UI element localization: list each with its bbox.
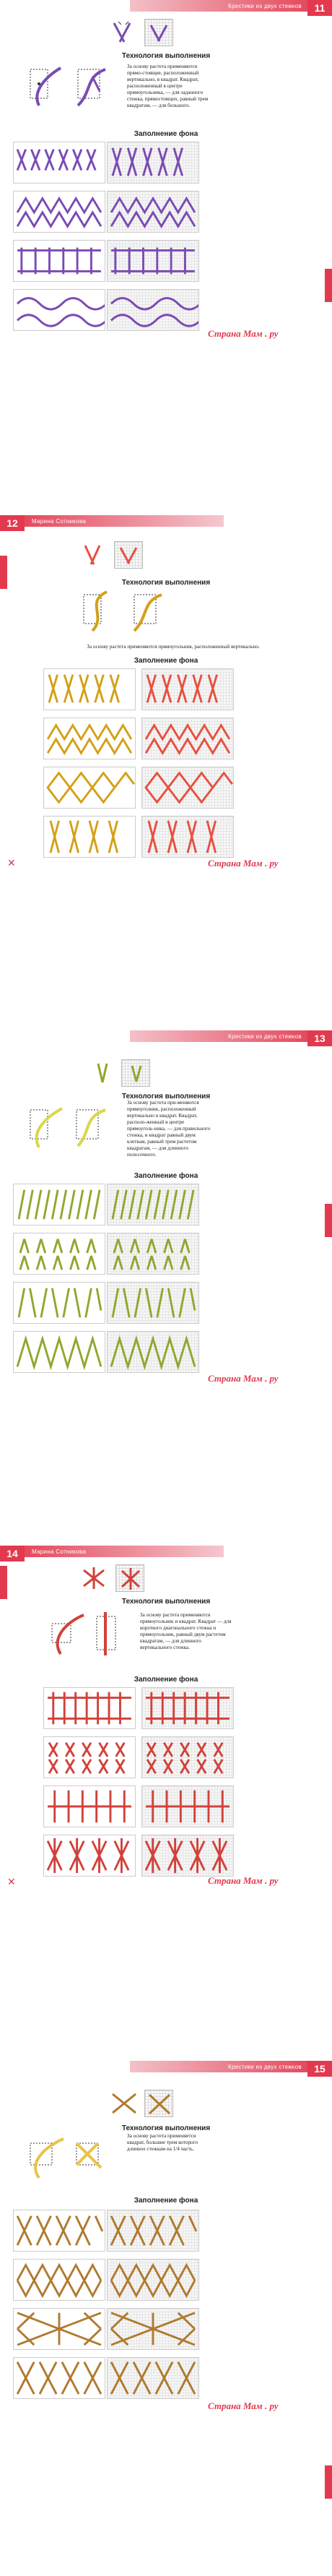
fill-sample-1 (107, 2210, 199, 2252)
fill-sample-4 (141, 816, 234, 858)
page-number: 13 (307, 1030, 332, 1046)
fill-sample-2 (141, 1736, 234, 1778)
technique-description: За основу растета применяются прямо-стоящие, расположенный вертикально, в квадрат. Квадрат, расположенный в центре прямоугольника, — для заданного стежка, прямостоящих, равный трем квадратам, — для большого. (127, 64, 209, 108)
technique-figure-a (46, 1609, 88, 1661)
page-header (0, 1546, 224, 1557)
page-number: 12 (0, 515, 25, 531)
page-header (130, 1030, 332, 1042)
fill-pattern-1 (13, 1184, 105, 1225)
technique-description: За основу растета применяется квадрат, большие трем которого длинное стежкам на 1/4 часть. (127, 2133, 198, 2152)
fill-sample-3 (107, 1282, 199, 1324)
fill-pattern-1 (43, 668, 136, 710)
technique-figure-a (25, 62, 66, 114)
fill-heading: Заполнение фона (134, 130, 198, 138)
fill-pattern-3 (13, 1282, 105, 1324)
header-text: Марина Сотникова (32, 517, 87, 525)
stitch-sample-thumb (121, 1059, 150, 1087)
stitch-diagram-icon (87, 1059, 118, 1087)
technique-figure-a (25, 2133, 66, 2185)
technique-description: За основу растета применяются прямоугольник и квадрат. Квадрат — для короткого диагонального стежка и прямоугольник, равный двум растетом квадратам, — для длинного вертикального стежка. (140, 1612, 232, 1650)
technique-figure-a (78, 587, 120, 639)
fill-heading: Заполнение фона (134, 1172, 198, 1180)
page-15 (0, 2061, 332, 2576)
page-number: 15 (307, 2061, 332, 2077)
header-text: Крестики из двух стежков (228, 2, 302, 9)
fill-pattern-4 (13, 1331, 105, 1373)
fill-pattern-4 (43, 1835, 136, 1877)
fill-sample-2 (107, 2259, 199, 2301)
fill-pattern-3 (43, 767, 136, 809)
fill-sample-3 (141, 1785, 234, 1827)
technique-figure-b (89, 1609, 131, 1661)
fill-heading: Заполнение фона (134, 1676, 198, 1684)
technique-description: За основу растета при-меняются прямоуголник, расположенный вертикально в квадрат. Квадрат, располо-женный в центре прямоуголь-ника, — для правильного стежка, и квадрат равный двум клеткам, равный трем растетом квадратам, — для длинного полосочного. (127, 1100, 211, 1158)
edge-tab (325, 2465, 332, 2499)
fill-pattern-3 (13, 2308, 105, 2350)
fill-pattern-3 (43, 1785, 136, 1827)
fill-sample-1 (107, 142, 199, 184)
fill-pattern-2 (43, 1736, 136, 1778)
fill-pattern-3 (13, 240, 105, 282)
watermark: Страна Мам . ру (208, 858, 279, 869)
page-12 (0, 515, 332, 1030)
fill-pattern-2 (13, 2259, 105, 2301)
page-number: 11 (307, 0, 332, 16)
fill-pattern-4 (43, 816, 136, 858)
watermark: Страна Мам . ру (208, 2400, 279, 2411)
page-header (0, 515, 224, 527)
stitch-sample-thumb (114, 541, 143, 569)
fill-sample-3 (107, 2308, 199, 2350)
technique-figure-b (71, 62, 113, 114)
technique-figure-b (69, 1103, 111, 1155)
page-header (130, 2061, 332, 2072)
header-text: Марина Сотникова (32, 1548, 87, 1555)
close-icon[interactable]: ✕ (7, 1877, 16, 1888)
stitch-diagram-icon (108, 19, 140, 46)
technique-description: За основу растета применяются прямоугольник, расположенный вертикально. (87, 644, 260, 650)
fill-sample-3 (107, 240, 199, 282)
fill-pattern-2 (43, 718, 136, 759)
stitch-sample-thumb (144, 19, 173, 46)
fill-sample-2 (141, 718, 234, 759)
edge-tab (0, 1566, 7, 1599)
stitch-sample-thumb (115, 1564, 144, 1592)
fill-pattern-2 (13, 1233, 105, 1275)
edge-tab (325, 269, 332, 302)
fill-pattern-1 (13, 2210, 105, 2252)
technique-figure-b (69, 2133, 111, 2185)
page-14 (0, 1546, 332, 2061)
fill-pattern-4 (13, 2357, 105, 2399)
fill-pattern-4 (13, 289, 105, 331)
fill-sample-3 (141, 767, 234, 809)
header-text: Крестики из двух стежков (228, 2063, 302, 2070)
technique-heading: Технология выполнения (121, 579, 211, 587)
technique-heading: Технология выполнения (121, 2124, 211, 2132)
stitch-diagram-icon (78, 541, 110, 569)
technique-heading: Технология выполнения (121, 1598, 211, 1606)
technique-heading: Технология выполнения (121, 52, 211, 60)
stitch-diagram-icon (108, 2090, 140, 2117)
stitch-sample-thumb (144, 2090, 173, 2117)
watermark: Страна Мам . ру (208, 328, 279, 339)
fill-sample-4 (107, 2357, 199, 2399)
fill-sample-4 (107, 289, 199, 331)
edge-tab (0, 556, 7, 589)
fill-sample-1 (141, 668, 234, 710)
page-number: 14 (0, 1546, 25, 1561)
close-icon[interactable]: ✕ (7, 858, 16, 869)
fill-heading: Заполнение фона (134, 657, 198, 665)
fill-sample-2 (107, 1233, 199, 1275)
fill-sample-2 (107, 191, 199, 233)
technique-figure-b (127, 587, 169, 639)
header-text: Крестики из двух стежков (228, 1033, 302, 1040)
edge-tab (325, 1204, 332, 1237)
fill-sample-1 (141, 1687, 234, 1729)
fill-heading: Заполнение фона (134, 2197, 198, 2205)
watermark: Страна Мам . ру (208, 1875, 279, 1886)
fill-sample-4 (107, 1331, 199, 1373)
fill-sample-4 (141, 1835, 234, 1877)
page-13 (0, 1030, 332, 1546)
fill-pattern-1 (13, 142, 105, 184)
stitch-diagram-icon (78, 1564, 110, 1592)
page-11 (0, 0, 332, 515)
page-header (130, 0, 332, 12)
fill-sample-1 (107, 1184, 199, 1225)
fill-pattern-2 (13, 191, 105, 233)
fill-pattern-1 (43, 1687, 136, 1729)
technique-figure-a (25, 1103, 66, 1155)
watermark: Страна Мам . ру (208, 1373, 279, 1384)
technique-heading: Технология выполнения (121, 1093, 211, 1100)
